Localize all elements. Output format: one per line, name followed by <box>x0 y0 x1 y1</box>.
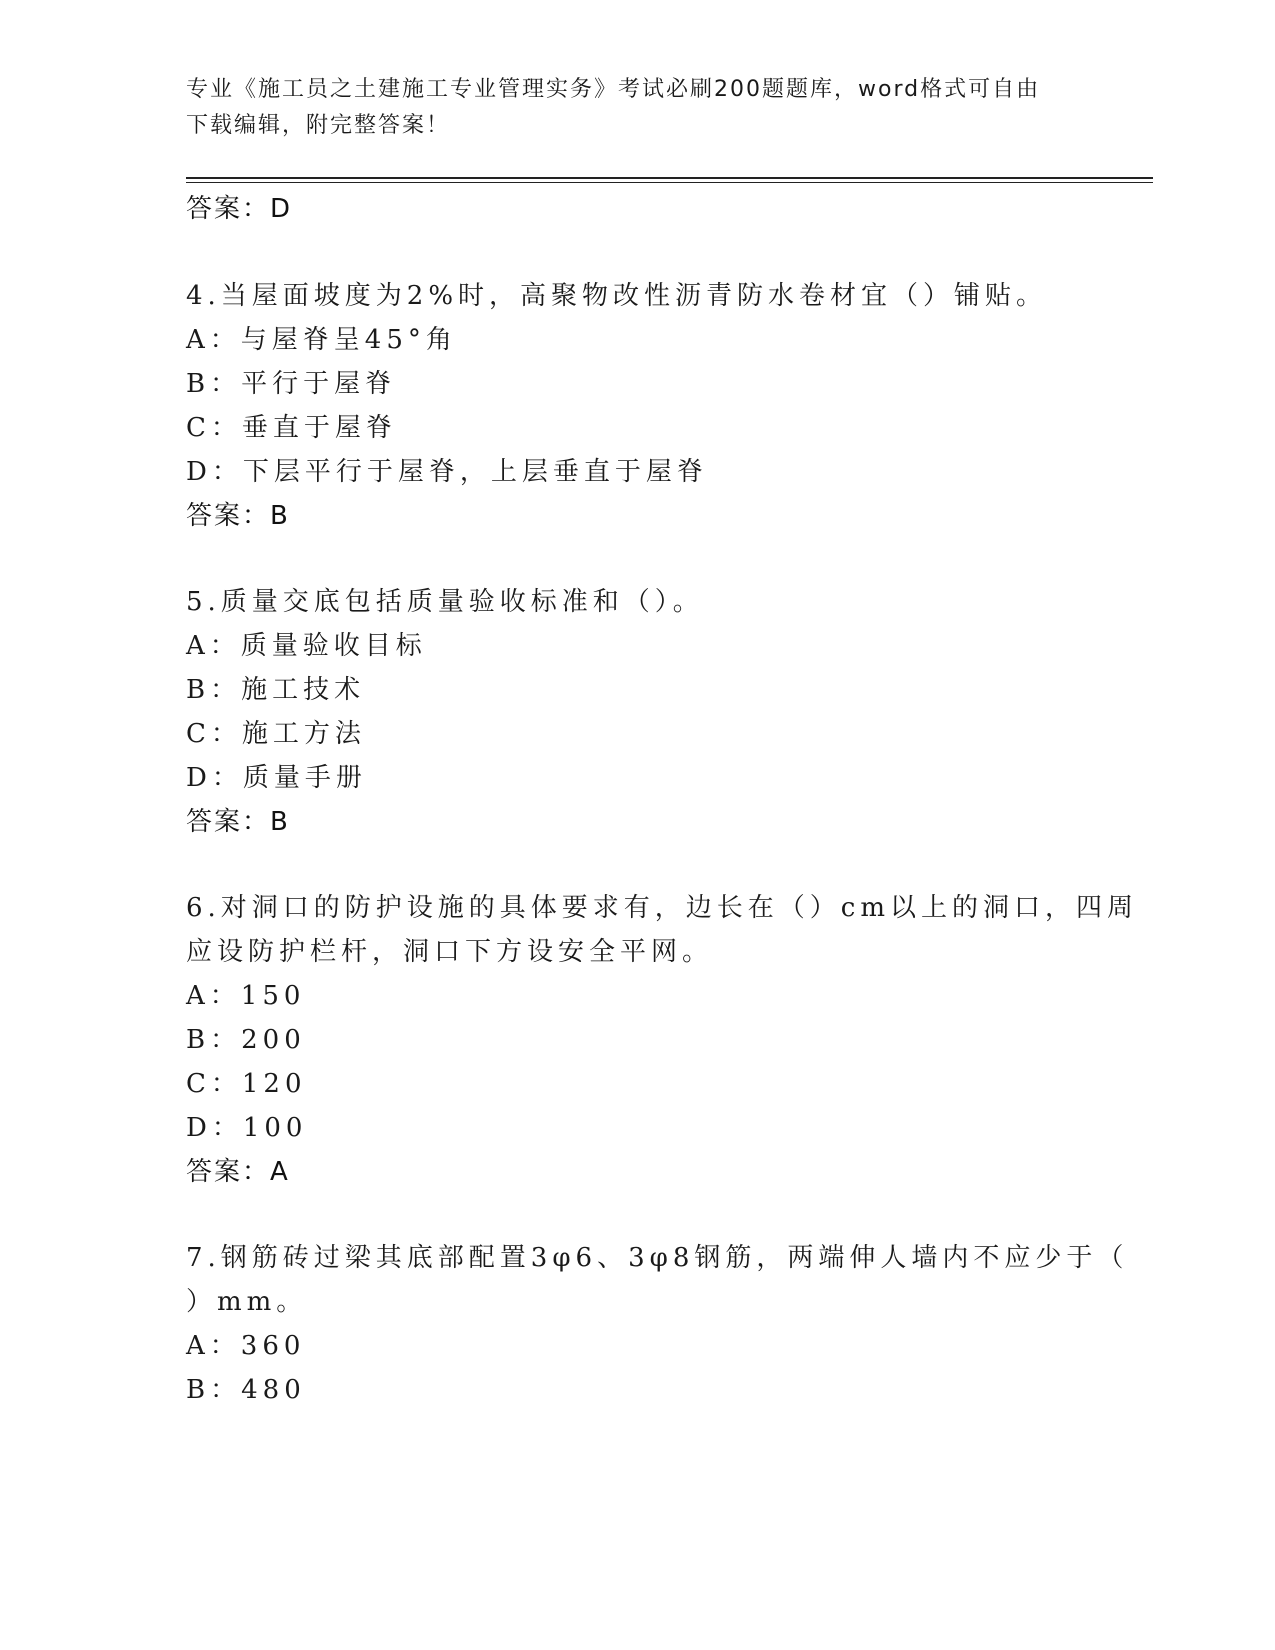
option-d: D：质量手册 <box>186 763 367 793</box>
option-d: D：100 <box>186 1113 308 1143</box>
answer-line: 答案：B <box>186 501 290 531</box>
question-stem-cont: 应设防护栏杆，洞口下方设安全平网。 <box>186 937 714 967</box>
option-b: B：施工技术 <box>186 675 366 705</box>
option-b: B：200 <box>186 1025 306 1055</box>
header-line-2: 下载编辑，附完整答案！ <box>186 113 451 138</box>
answer-line: 答案：A <box>186 1157 290 1187</box>
document-header <box>186 72 1066 144</box>
option-d: D：下层平行于屋脊，上层垂直于屋脊 <box>186 457 708 487</box>
answer-line: 答案：D <box>186 194 293 224</box>
option-a: A：360 <box>186 1331 306 1361</box>
option-b: B：480 <box>186 1375 306 1405</box>
question-stem: 4.当屋面坡度为2%时，高聚物改性沥青防水卷材宜（）铺贴。 <box>186 281 1048 311</box>
header-line-1: 专业《施工员之土建施工专业管理实务》考试必刷200题题库，word格式可自由 <box>186 77 1041 102</box>
question-stem: 7.钢筋砖过梁其底部配置3φ6、3φ8钢筋，两端伸人墙内不应少于（ <box>186 1243 1129 1273</box>
question-stem-cont: ）mm。 <box>186 1287 308 1317</box>
option-c: C：120 <box>186 1069 307 1099</box>
option-c: C：施工方法 <box>186 719 366 749</box>
answer-line: 答案：B <box>186 807 290 837</box>
option-a: A：150 <box>186 981 306 1011</box>
question-stem: 6.对洞口的防护设施的具体要求有，边长在（）cm以上的洞口，四周 <box>186 893 1139 923</box>
option-b: B：平行于屋脊 <box>186 369 397 399</box>
question-stem: 5.质量交底包括质量验收标准和（）。 <box>186 587 704 617</box>
header-rule <box>186 177 1153 179</box>
option-a: A：与屋脊呈45°角 <box>186 325 457 355</box>
option-a: A：质量验收目标 <box>186 631 427 661</box>
option-c: C：垂直于屋脊 <box>186 413 397 443</box>
header-rule-thin <box>186 182 1153 183</box>
